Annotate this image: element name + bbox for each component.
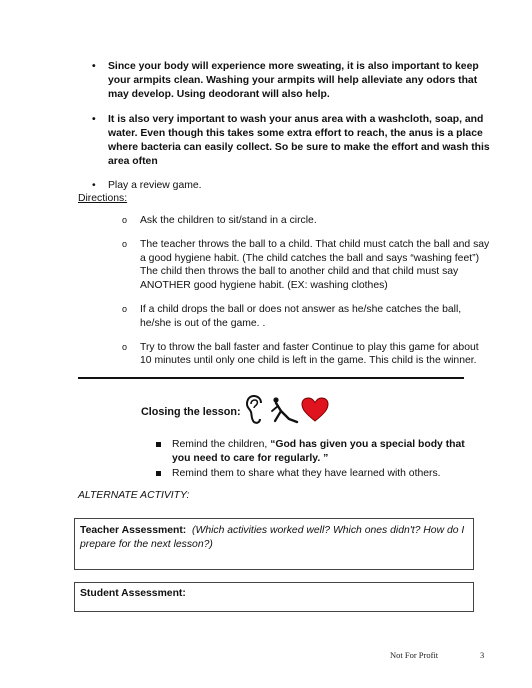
direction-item xyxy=(122,341,492,369)
student-assessment-label: Student Assessment: xyxy=(80,588,186,599)
bullet-dot: • xyxy=(92,180,96,192)
teacher-assessment-box xyxy=(74,518,474,570)
alternate-activity-heading: ALTERNATE ACTIVITY: xyxy=(78,490,190,501)
direction-text: The teacher throws the ball to a child. That child must catch the ball and say a good hygiene habit. (The child catches the ball and says “washing feet”) The child then throws the ball to another child and that child must say ANOTHER good hygiene habit. (EX: washing clothes) xyxy=(140,238,490,292)
bullet-text: Play a review game. xyxy=(108,180,202,192)
stretching-figure-icon xyxy=(269,395,299,430)
bullet-armpits xyxy=(80,60,490,103)
direction-text: Try to throw the ball faster and faster Continue to play this game for about 10 minutes until only one child is left in the game. This child is the winner. xyxy=(140,341,479,367)
bullet-dot: • xyxy=(92,113,96,125)
circle-bullet: o xyxy=(122,238,128,249)
circle-bullet: o xyxy=(122,215,128,225)
closing-list xyxy=(156,438,476,483)
direction-item xyxy=(122,303,492,331)
closing-label: Closing the lesson: xyxy=(141,406,241,418)
directions-list xyxy=(122,214,492,378)
circle-bullet: o xyxy=(122,341,128,352)
direction-text: If a child drops the ball or does not answer as he/she catches the ball, he/she is out of the game. . xyxy=(140,303,462,329)
circle-bullet: o xyxy=(122,303,128,314)
teacher-assessment-question: (Which activities worked well? Which ones didn't? How do I prepare for the next lesson?) xyxy=(80,525,465,550)
section-divider xyxy=(78,377,464,379)
teacher-assessment-label: Teacher Assessment: xyxy=(80,525,187,536)
bullet-review-game xyxy=(80,179,490,193)
direction-text: Ask the children to sit/stand in a circle. xyxy=(140,215,317,226)
bullet-anus xyxy=(80,113,490,170)
heart-icon xyxy=(301,397,329,428)
closing-item-remind-body xyxy=(156,438,476,465)
student-assessment-box xyxy=(74,582,474,612)
bullet-text: It is also very important to wash your anus area with a washcloth, soap, and water. Even though this takes some extra effort to reach, the anus is a place where bacteria can easily collect. So be sure to make the effort and wash this area often xyxy=(108,113,490,168)
square-bullet xyxy=(156,471,161,476)
direction-item xyxy=(122,238,492,293)
ear-icon xyxy=(245,395,267,430)
bullet-list xyxy=(80,60,490,204)
square-bullet xyxy=(156,442,161,447)
closing-heading-row xyxy=(141,395,329,429)
page-number: 3 xyxy=(480,650,485,660)
closing-item-text: Remind them to share what they have learned with others. xyxy=(172,468,441,480)
closing-item-prefix: Remind the children, xyxy=(172,439,271,450)
footer-text: Not For Profit xyxy=(390,650,439,660)
closing-item-share xyxy=(156,467,476,481)
bullet-dot: • xyxy=(92,61,96,72)
direction-item xyxy=(122,214,492,228)
bullet-text: Since your body will experience more sweating, it is also important to keep your armpits clean. Washing your armpits will help alleviate any odors that may develop. Using deodorant will also help. xyxy=(108,61,479,101)
closing-item-quote: “God has given you a special body that you need to care for regularly. ” xyxy=(172,439,465,464)
directions-heading: Directions: xyxy=(78,193,128,204)
